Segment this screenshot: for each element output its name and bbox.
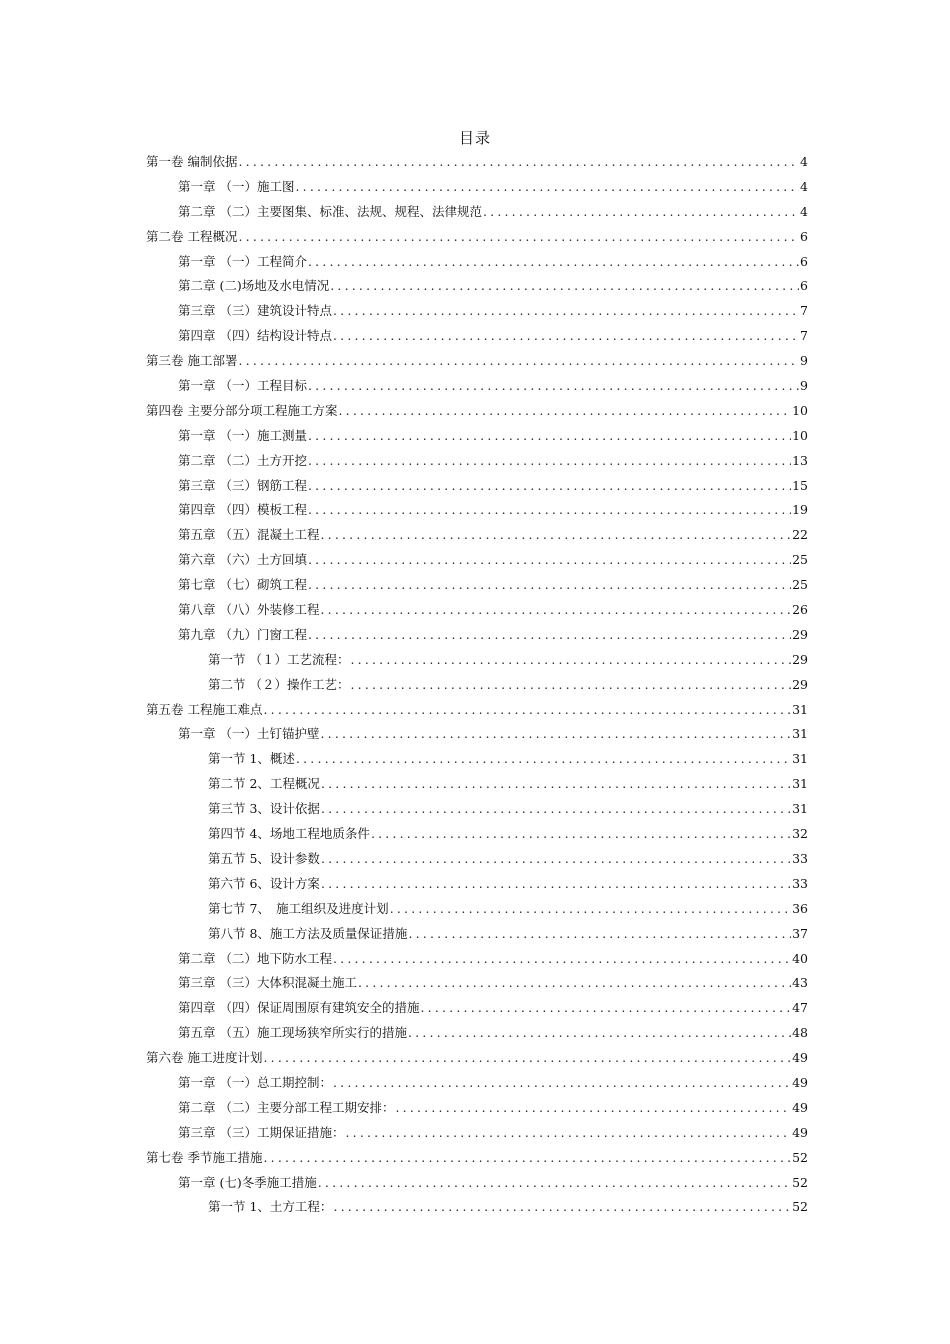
toc-entry-text: 第三章 （三）工期保证措施： [178, 1124, 345, 1140]
toc-entry-text: 第二卷 工程概况 [146, 228, 238, 244]
toc-entry-page: 31 [792, 701, 808, 717]
toc-entry-text: 第四节 4、场地工程地质条件 [208, 826, 370, 842]
toc-entry-page: 10 [792, 427, 808, 443]
toc-entry-page: 40 [792, 950, 808, 966]
toc-entry-text: 第八节 8、施工方法及质量保证措施 [208, 925, 408, 941]
toc-entry-page: 49 [792, 1050, 808, 1066]
toc-entry-page: 25 [792, 577, 808, 593]
toc-leader-dots [308, 449, 791, 474]
toc-entry[interactable] [146, 1096, 808, 1121]
table-of-contents [146, 150, 808, 1220]
toc-entry-text: 第三章 （三）钢筋工程 [178, 477, 307, 493]
toc-leader-dots [333, 1071, 791, 1096]
toc-entry[interactable] [146, 922, 808, 947]
toc-leader-dots [308, 250, 799, 275]
toc-leader-dots [333, 299, 799, 324]
toc-entry-page: 47 [792, 1000, 808, 1016]
toc-leader-dots [333, 1195, 791, 1220]
toc-entry[interactable] [146, 996, 808, 1021]
toc-entry[interactable] [146, 349, 808, 374]
toc-entry-page: 36 [792, 900, 808, 916]
toc-entry-page: 33 [792, 875, 808, 891]
toc-entry-page: 7 [800, 328, 808, 344]
toc-entry-page: 13 [792, 452, 808, 468]
toc-entry-text: 第五章 （五）施工现场狭窄所实行的措施 [178, 1025, 407, 1041]
toc-entry[interactable] [146, 1021, 808, 1046]
toc-entry[interactable] [146, 374, 808, 399]
toc-entry[interactable] [146, 1171, 808, 1196]
toc-entry-text: 第一章 （一）工程目标 [178, 378, 307, 394]
toc-leader-dots [408, 1021, 791, 1046]
toc-entry[interactable] [146, 399, 808, 424]
toc-entry-text: 第一节 1、土方工程： [208, 1199, 333, 1215]
toc-entry-text: 第四章 （四）模板工程 [178, 502, 307, 518]
toc-entry-page: 6 [800, 253, 808, 269]
toc-entry[interactable] [146, 449, 808, 474]
toc-entry-text: 第五卷 工程施工难点 [146, 701, 263, 717]
toc-leader-dots [358, 971, 791, 996]
toc-leader-dots [263, 1146, 791, 1171]
toc-entry-text: 第三卷 施工部署 [146, 353, 238, 369]
toc-entry[interactable] [146, 225, 808, 250]
toc-entry-page: 29 [792, 626, 808, 642]
toc-entry-text: 第一章 （一）施工测量 [178, 427, 307, 443]
toc-entry-text: 第六章 （六）土方回填 [178, 552, 307, 568]
toc-entry-text: 第四卷 主要分部分项工程施工方案 [146, 402, 338, 418]
toc-entry-text: 第二章 （二）土方开挖 [178, 452, 307, 468]
toc-entry-text: 第三章 （三）大体积混凝土施工 [178, 975, 357, 991]
toc-leader-dots [333, 947, 791, 972]
toc-entry-text: 第三章 （三）建筑设计特点 [178, 303, 332, 319]
toc-entry-page: 10 [792, 402, 808, 418]
toc-entry-page: 4 [800, 203, 808, 219]
toc-entry-text: 第七节 7、 施工组织及进度计划 [208, 900, 389, 916]
toc-entry-page: 6 [800, 228, 808, 244]
toc-entry[interactable] [146, 548, 808, 573]
toc-entry[interactable] [146, 324, 808, 349]
toc-entry-page: 9 [800, 353, 808, 369]
toc-entry[interactable] [146, 573, 808, 598]
toc-leader-dots [320, 523, 791, 548]
toc-entry[interactable] [146, 698, 808, 723]
toc-leader-dots [238, 349, 799, 374]
toc-leader-dots [338, 399, 791, 424]
toc-entry[interactable] [146, 175, 808, 200]
toc-entry-text: 第二节 2、工程概况 [208, 776, 320, 792]
toc-leader-dots [263, 698, 791, 723]
toc-leader-dots [321, 797, 791, 822]
toc-entry-page: 4 [800, 178, 808, 194]
toc-leader-dots [308, 573, 791, 598]
toc-leader-dots [321, 872, 791, 897]
toc-leader-dots [420, 996, 791, 1021]
toc-entry-page: 29 [792, 676, 808, 692]
toc-leader-dots [408, 922, 791, 947]
toc-leader-dots [390, 897, 791, 922]
toc-leader-dots [320, 722, 791, 747]
toc-entry-text: 第一章 （一）施工图 [178, 178, 295, 194]
toc-entry[interactable] [146, 722, 808, 747]
toc-entry-text: 第三节 3、设计依据 [208, 801, 320, 817]
toc-entry-page: 26 [792, 602, 808, 618]
toc-entry-page: 4 [800, 154, 808, 169]
toc-entry[interactable] [146, 1195, 808, 1220]
toc-entry-page: 31 [792, 726, 808, 742]
toc-entry[interactable] [146, 648, 808, 673]
toc-entry-page: 52 [792, 1149, 808, 1165]
toc-entry-text: 第一章 （一）土钉锚护壁 [178, 726, 320, 742]
toc-entry[interactable] [146, 1071, 808, 1096]
toc-entry-text: 第一节 （１）工艺流程： [208, 651, 350, 667]
toc-entry-text: 第四章 （四）保证周围原有建筑安全的措施 [178, 1000, 420, 1016]
toc-entry[interactable] [146, 498, 808, 523]
toc-entry-text: 第二节 （２）操作工艺： [208, 676, 350, 692]
toc-leader-dots [308, 374, 799, 399]
toc-entry-page: 22 [792, 527, 808, 543]
toc-entry-text: 第四章 （四）结构设计特点 [178, 328, 332, 344]
toc-entry-text: 第一章 （一）工程简介 [178, 253, 307, 269]
toc-entry-page: 31 [792, 751, 808, 767]
toc-leader-dots [263, 1046, 791, 1071]
toc-entry-page: 48 [792, 1025, 808, 1041]
toc-entry-page: 31 [792, 801, 808, 817]
toc-leader-dots [333, 324, 799, 349]
toc-leader-dots [308, 424, 791, 449]
toc-entry-text: 第七卷 季节施工措施 [146, 1149, 263, 1165]
toc-entry[interactable] [146, 797, 808, 822]
toc-entry-page: 37 [792, 925, 808, 941]
toc-entry-page: 49 [792, 1074, 808, 1090]
toc-entry[interactable] [146, 598, 808, 623]
toc-entry-text: 第六节 6、设计方案 [208, 875, 320, 891]
toc-leader-dots [308, 474, 791, 499]
toc-title: 目录 [458, 129, 491, 147]
toc-entry-page: 7 [800, 303, 808, 319]
toc-entry-text: 第八章 （八）外装修工程 [178, 602, 320, 618]
toc-entry[interactable] [146, 274, 808, 299]
toc-leader-dots [295, 175, 799, 200]
toc-entry[interactable] [146, 822, 808, 847]
toc-entry-page: 43 [792, 975, 808, 991]
toc-entry-text: 第五节 5、设计参数 [208, 850, 320, 866]
toc-leader-dots [330, 274, 799, 299]
toc-entry[interactable] [146, 772, 808, 797]
toc-leader-dots [308, 548, 791, 573]
toc-entry-page: 52 [792, 1199, 808, 1215]
toc-leader-dots [320, 598, 791, 623]
toc-leader-dots [238, 225, 799, 250]
toc-entry[interactable] [146, 947, 808, 972]
toc-entry-text: 第九章 （九）门窗工程 [178, 626, 307, 642]
toc-leader-dots [296, 747, 791, 772]
toc-entry[interactable] [146, 424, 808, 449]
toc-entry[interactable] [146, 897, 808, 922]
toc-entry[interactable] [146, 872, 808, 897]
toc-entry-text: 第二章 (二)场地及水电情况 [178, 278, 330, 294]
toc-entry[interactable] [146, 747, 808, 772]
toc-entry[interactable] [146, 1121, 808, 1146]
toc-entry[interactable] [146, 200, 808, 225]
toc-entry-page: 9 [800, 378, 808, 394]
toc-entry-page: 15 [792, 477, 808, 493]
toc-entry-page: 32 [792, 826, 808, 842]
toc-leader-dots [318, 1171, 791, 1196]
toc-entry-text: 第二章 （二）主要分部工程工期安排： [178, 1099, 395, 1115]
toc-leader-dots [483, 200, 799, 225]
toc-leader-dots [371, 822, 791, 847]
toc-entry[interactable] [146, 1146, 808, 1171]
toc-entry[interactable] [146, 474, 808, 499]
toc-leader-dots [321, 772, 791, 797]
toc-leader-dots [395, 1096, 791, 1121]
toc-leader-dots [308, 623, 791, 648]
toc-entry-text: 第二章 （二）地下防水工程 [178, 950, 332, 966]
toc-leader-dots [321, 847, 791, 872]
toc-leader-dots [350, 648, 791, 673]
toc-entry-page: 19 [792, 502, 808, 518]
toc-entry-page: 31 [792, 776, 808, 792]
toc-entry[interactable] [146, 847, 808, 872]
toc-entry-page: 49 [792, 1124, 808, 1140]
toc-entry[interactable] [146, 250, 808, 275]
toc-entry-page: 6 [800, 278, 808, 294]
toc-entry-text: 第一章 (七)冬季施工措施 [178, 1174, 317, 1190]
toc-entry[interactable] [146, 623, 808, 648]
toc-entry-text: 第一章 （一）总工期控制： [178, 1074, 332, 1090]
toc-leader-dots [308, 498, 791, 523]
toc-entry[interactable] [146, 523, 808, 548]
toc-entry-text: 第五章 （五）混凝土工程 [178, 527, 320, 543]
toc-entry[interactable] [146, 150, 808, 175]
toc-entry-page: 29 [792, 651, 808, 667]
toc-entry[interactable] [146, 673, 808, 698]
toc-entry[interactable] [146, 299, 808, 324]
toc-entry[interactable] [146, 1046, 808, 1071]
toc-entry[interactable] [146, 971, 808, 996]
toc-entry-page: 52 [792, 1174, 808, 1190]
toc-leader-dots [345, 1121, 791, 1146]
toc-entry-text: 第六卷 施工进度计划 [146, 1050, 263, 1066]
toc-entry-text: 第一节 1、概述 [208, 751, 295, 767]
toc-leader-dots [238, 150, 799, 175]
toc-entry-text: 第一卷 编制依据 [146, 154, 238, 169]
toc-entry-text: 第七章 （七）砌筑工程 [178, 577, 307, 593]
toc-entry-page: 33 [792, 850, 808, 866]
toc-entry-text: 第二章 （二）主要图集、标准、法规、规程、法律规范 [178, 203, 482, 219]
toc-entry-page: 49 [792, 1099, 808, 1115]
toc-entry-page: 25 [792, 552, 808, 568]
toc-leader-dots [350, 673, 791, 698]
